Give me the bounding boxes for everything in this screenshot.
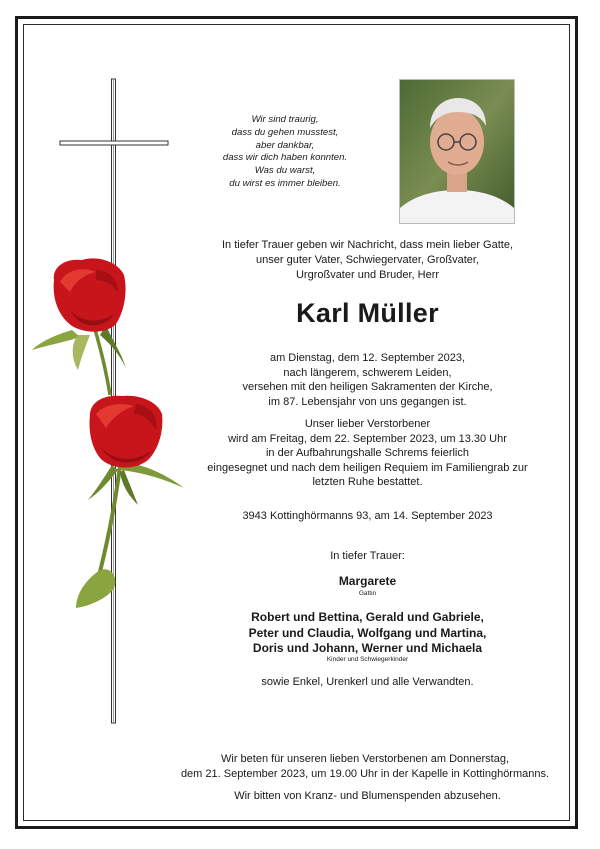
funeral-line: in der Aufbahrungshalle Schrems feierlich xyxy=(265,447,469,460)
lower-rose-leaves xyxy=(76,462,184,608)
poem-line: du wirst es immer bleiben. xyxy=(229,177,341,189)
widow-caption: Gattin xyxy=(358,590,377,597)
children-list xyxy=(190,610,545,657)
children-line: Robert und Bettina, Gerald und Gabriele, xyxy=(251,610,484,624)
poem-line: dass wir dich haben konnten. xyxy=(222,152,348,164)
lower-rose-icon xyxy=(90,396,163,468)
mass-line: Wir beten für unseren lieben Verstorbenen am Donnerstag, xyxy=(221,753,509,765)
intro-line: In tiefer Trauer geben wir Nachricht, dass mein lieber Gatte, xyxy=(221,239,514,251)
death-line: am Dienstag, dem 12. September 2023, xyxy=(269,352,466,364)
funeral-details xyxy=(190,417,545,490)
death-line: nach längerem, schwerem Leiden, xyxy=(283,366,452,379)
funeral-line: letzten Ruhe bestattet. xyxy=(312,476,423,489)
intro-line: Urgroßvater und Bruder, Herr xyxy=(295,269,440,282)
intro-line: unser guter Vater, Schwiegervater, Großvater, xyxy=(256,254,479,267)
poem-line: Wir sind traurig, xyxy=(251,114,319,125)
upper-rose-icon xyxy=(54,258,126,331)
flowers-note: Wir bitten von Kranz- und Blumenspenden abzusehen. xyxy=(234,790,501,802)
portrait-photo xyxy=(399,79,515,224)
mass-line: dem 21. September 2023, um 19.00 Uhr in der Kapelle in Kottinghörmanns. xyxy=(180,767,550,780)
widow-name: Margarete xyxy=(338,574,397,588)
relatives-text: sowie Enkel, Urenkerl und alle Verwandten. xyxy=(261,676,474,688)
funeral-line: wird am Freitag, dem 22. September 2023, um 13.30 Uhr xyxy=(228,432,507,445)
funeral-line: eingesegnet und nach dem heiligen Requiem im Familiengrab zur xyxy=(207,461,528,474)
poem xyxy=(190,114,380,191)
memorial-mass xyxy=(150,752,580,781)
poem-line: dass du gehen musstest, xyxy=(231,126,339,138)
children-caption: Kinder und Schwiegerkinder xyxy=(326,656,409,663)
poem-line: Was du warst, xyxy=(254,165,316,177)
death-notice xyxy=(190,351,545,409)
poem-line: aber dankbar, xyxy=(255,139,315,151)
children-line: Peter und Claudia, Wolfgang und Martina, xyxy=(248,625,487,640)
intro-text xyxy=(190,238,545,284)
place-date: 3943 Kottinghörmanns 93, am 14. September 2023 xyxy=(242,510,493,522)
funeral-line: Unser lieber Verstorbener xyxy=(304,418,431,430)
deceased-name: Karl Müller xyxy=(296,298,439,328)
grief-label: In tiefer Trauer: xyxy=(330,550,405,562)
death-line: versehen mit den heiligen Sakramenten der Kirche, xyxy=(242,381,493,394)
death-line: im 87. Lebensjahr von uns gegangen ist. xyxy=(268,395,467,408)
children-line: Doris und Johann, Werner und Michaela xyxy=(252,641,483,656)
